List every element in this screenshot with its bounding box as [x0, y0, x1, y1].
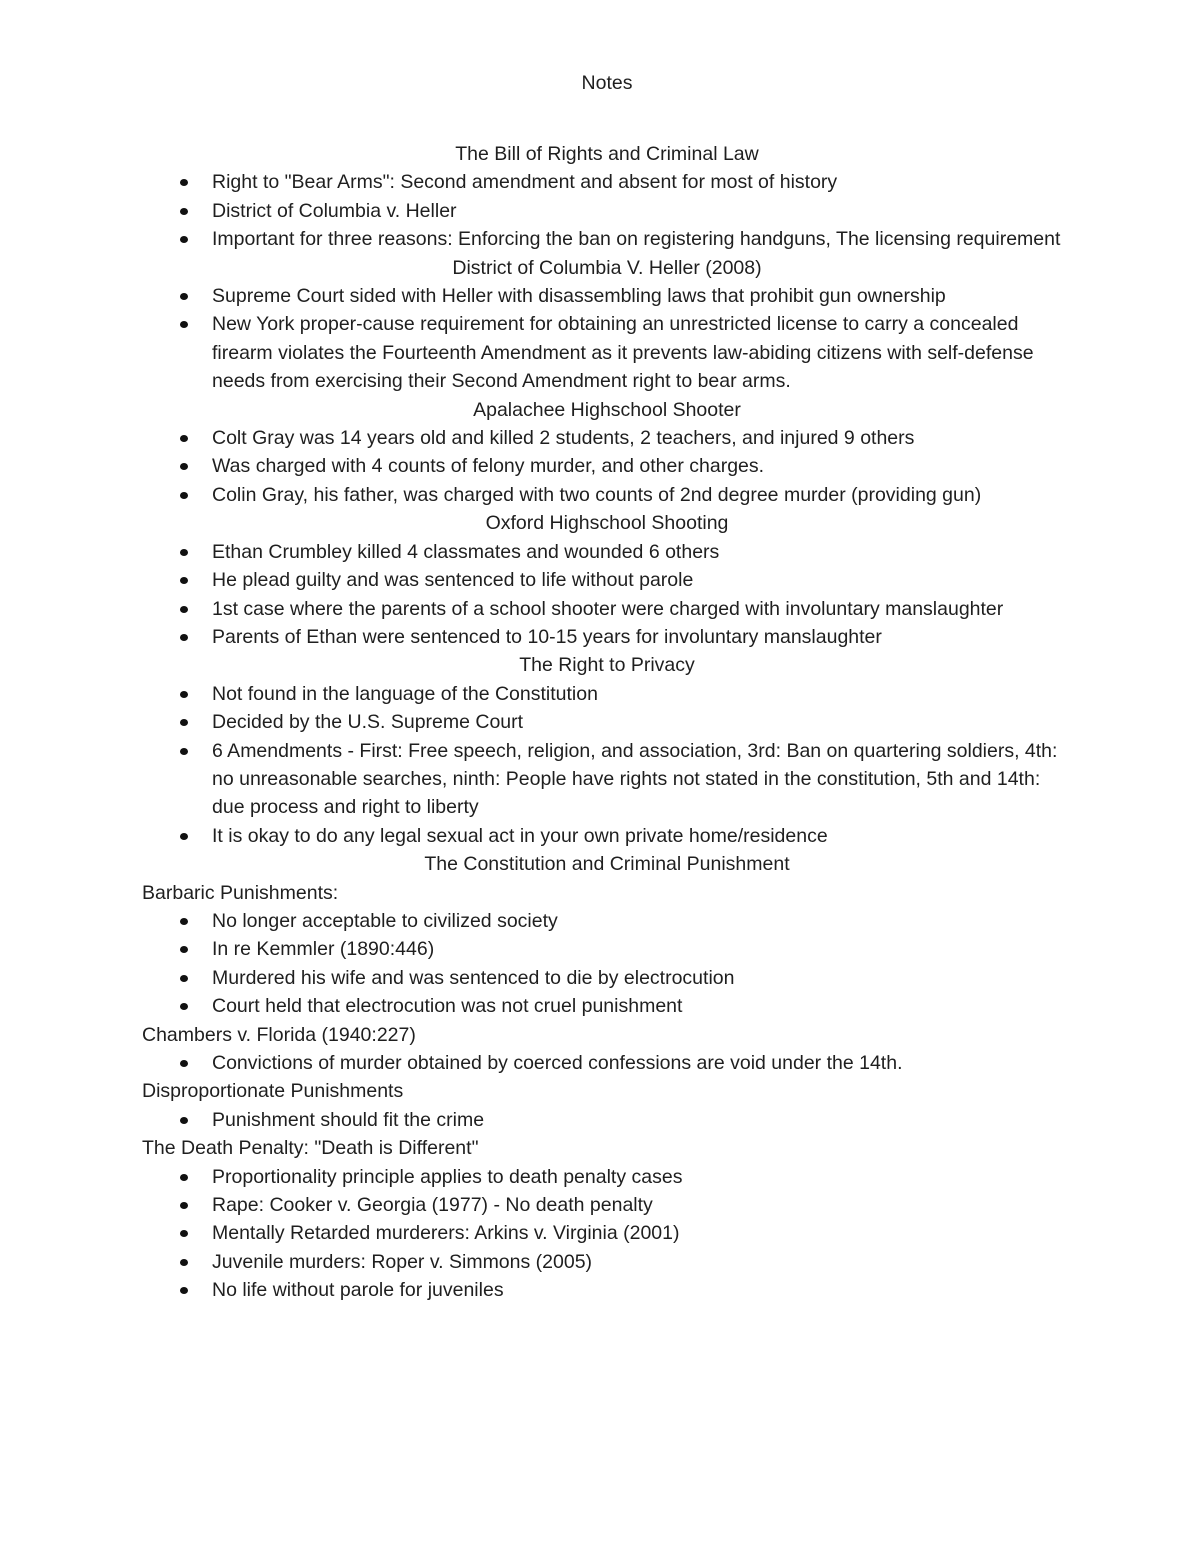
- bullet-list: [142, 1163, 1072, 1305]
- bullet-item: 1st case where the parents of a school shooter were charged with involuntary manslaughter: [142, 595, 1072, 623]
- section-heading: The Right to Privacy: [519, 654, 695, 677]
- bullet-item: New York proper-cause requirement for obtaining an unrestricted license to carry a concealed firearm violates the Fourteenth Amendment as it prevents law-abiding citizens with self-defense needs from exercising their Second Amendment right to bear arms.: [142, 310, 1072, 395]
- bullet-list: [142, 1106, 1072, 1134]
- bullet-item: In re Kemmler (1890:446): [142, 935, 1072, 963]
- bullet-item: Colt Gray was 14 years old and killed 2 students, 2 teachers, and injured 9 others: [142, 424, 1072, 452]
- bullet-item: Punishment should fit the crime: [142, 1106, 1072, 1134]
- document-content: [142, 69, 1072, 1305]
- bullet-item: Decided by the U.S. Supreme Court: [142, 708, 1072, 736]
- document-title: Notes: [581, 72, 633, 94]
- bullet-list: [142, 680, 1072, 850]
- bullet-item: Was charged with 4 counts of felony murder, and other charges.: [142, 452, 1072, 480]
- bullet-item: Colin Gray, his father, was charged with two counts of 2nd degree murder (providing gun): [142, 481, 1072, 509]
- bullet-item: Supreme Court sided with Heller with disassembling laws that prohibit gun ownership: [142, 282, 1072, 310]
- bullet-list: [142, 168, 1072, 253]
- section-heading: Apalachee Highschool Shooter: [473, 398, 741, 421]
- bullet-item: No life without parole for juveniles: [142, 1276, 1072, 1304]
- bullet-item: He plead guilty and was sentenced to life without parole: [142, 566, 1072, 594]
- subsection-label: Barbaric Punishments:: [142, 881, 339, 904]
- bullet-item: District of Columbia v. Heller: [142, 197, 1072, 225]
- subsection-label: Disproportionate Punishments: [142, 1080, 404, 1103]
- bullet-item: Juvenile murders: Roper v. Simmons (2005): [142, 1248, 1072, 1276]
- bullet-list: [142, 282, 1072, 396]
- section-heading: The Bill of Rights and Criminal Law: [455, 143, 759, 165]
- bullet-list: [142, 1049, 1072, 1077]
- section-heading: The Constitution and Criminal Punishment: [424, 853, 790, 876]
- section-heading: District of Columbia V. Heller (2008): [452, 256, 762, 279]
- bullet-item: Ethan Crumbley killed 4 classmates and wounded 6 others: [142, 538, 1072, 566]
- bullet-item: It is okay to do any legal sexual act in your own private home/residence: [142, 822, 1072, 850]
- bullet-list: [142, 538, 1072, 652]
- bullet-item: Parents of Ethan were sentenced to 10-15 years for involuntary manslaughter: [142, 623, 1072, 651]
- bullet-list: [142, 907, 1072, 1021]
- bullet-item: Murdered his wife and was sentenced to die by electrocution: [142, 964, 1072, 992]
- bullet-item: Convictions of murder obtained by coerced confessions are void under the 14th.: [142, 1049, 1072, 1077]
- bullet-item: Important for three reasons: Enforcing the ban on registering handguns, The licensing requirement: [142, 225, 1072, 253]
- section-heading: Oxford Highschool Shooting: [485, 512, 729, 535]
- bullet-item: Proportionality principle applies to death penalty cases: [142, 1163, 1072, 1191]
- bullet-item: Right to "Bear Arms": Second amendment and absent for most of history: [142, 168, 1072, 196]
- bullet-item: Not found in the language of the Constitution: [142, 680, 1072, 708]
- bullet-item: No longer acceptable to civilized society: [142, 907, 1072, 935]
- bullet-item: Mentally Retarded murderers: Arkins v. Virginia (2001): [142, 1219, 1072, 1247]
- bullet-item: Rape: Cooker v. Georgia (1977) - No death penalty: [142, 1191, 1072, 1219]
- bullet-list: [142, 424, 1072, 509]
- subsection-label: Chambers v. Florida (1940:227): [142, 1023, 416, 1046]
- bullet-item: Court held that electrocution was not cruel punishment: [142, 992, 1072, 1020]
- subsection-label: The Death Penalty: "Death is Different": [142, 1137, 479, 1160]
- bullet-item: 6 Amendments - First: Free speech, religion, and association, 3rd: Ban on quartering soldiers, 4th: no unreasonable searches, ninth: People have rights not stated in the constitution, 5th and 14th: due process and right to liberty: [142, 737, 1072, 822]
